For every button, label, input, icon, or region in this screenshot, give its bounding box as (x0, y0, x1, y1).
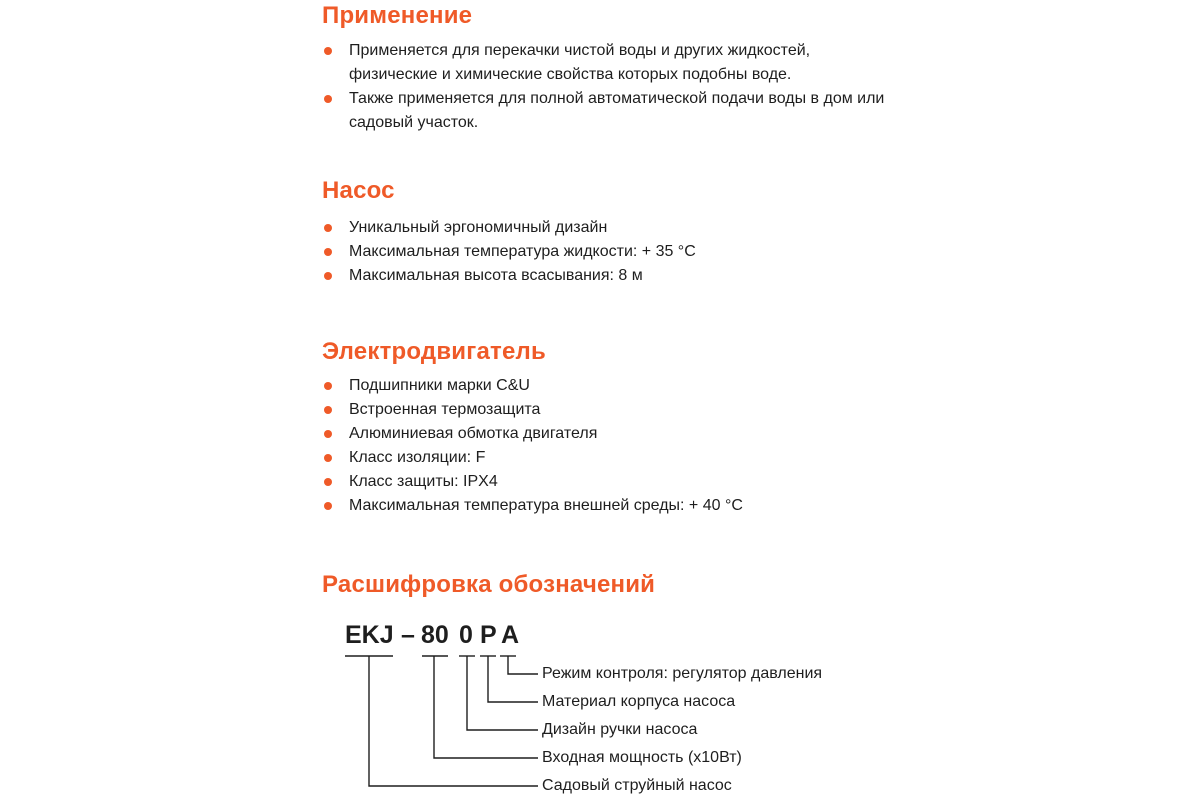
bullet-dot-icon (324, 47, 332, 55)
list-item: Подшипники марки C&U (322, 374, 743, 398)
motor-list (322, 374, 743, 518)
section-title-pump: Насос (322, 177, 395, 204)
pump-list (322, 216, 696, 288)
code-part-series: EKJ (345, 621, 394, 649)
list-item: Встроенная термозащита (322, 398, 743, 422)
bullet-dot-icon (324, 95, 332, 103)
bullet-dot-icon (324, 502, 332, 510)
list-item: Максимальная высота всасывания: 8 м (322, 264, 696, 288)
code-part-power: 80 (421, 621, 449, 649)
bullet-dot-icon (324, 454, 332, 462)
bullet-dot-icon (324, 248, 332, 256)
list-item: Уникальный эргономичный дизайн (322, 216, 696, 240)
application-list (322, 39, 902, 135)
section-motor (322, 337, 743, 518)
list-item: Алюминиевая обмотка двигателя (322, 422, 743, 446)
section-title-motor: Электродвигатель (322, 338, 546, 365)
section-decode (322, 570, 655, 600)
legend-series: Садовый струйный насос (542, 777, 732, 794)
code-part-material: P (480, 621, 497, 649)
connector-handle (467, 656, 538, 730)
list-item: Максимальная температура внешней среды: + 40 °C (322, 494, 743, 518)
legend-power: Входная мощность (x10Вт) (542, 749, 742, 766)
section-application (322, 1, 902, 135)
legend-handle: Дизайн ручки насоса (542, 721, 698, 738)
bullet-dot-icon (324, 406, 332, 414)
legend-material: Материал корпуса насоса (542, 693, 736, 710)
connector-power (434, 656, 538, 758)
section-title-decode: Расшифровка обозначений (322, 571, 656, 598)
bullet-dot-icon (324, 382, 332, 390)
connector-control (508, 656, 538, 674)
section-title-application: Применение (322, 2, 473, 29)
list-item: Максимальная температура жидкости: + 35 °C (322, 240, 696, 264)
bullet-dot-icon (324, 430, 332, 438)
legend-control: Режим контроля: регулятор давления (542, 665, 823, 682)
list-item: Класс изоляции: F (322, 446, 743, 470)
bullet-dot-icon (324, 224, 332, 232)
list-item: Также применяется для полной автоматической подачи воды в дом или садовый участок. (322, 87, 902, 135)
code-part-handle: 0 (459, 621, 473, 649)
code-part-dash: – (401, 621, 415, 649)
list-item: Класс защиты: IPX4 (322, 470, 743, 494)
bullet-dot-icon (324, 478, 332, 486)
list-item: Применяется для перекачки чистой воды и других жидкостей, физические и химические свойства которых подобны воде. (322, 39, 902, 87)
connector-material (488, 656, 538, 702)
code-part-control: A (501, 621, 520, 649)
section-pump (322, 176, 696, 288)
bullet-dot-icon (324, 272, 332, 280)
connector-series (369, 656, 538, 786)
